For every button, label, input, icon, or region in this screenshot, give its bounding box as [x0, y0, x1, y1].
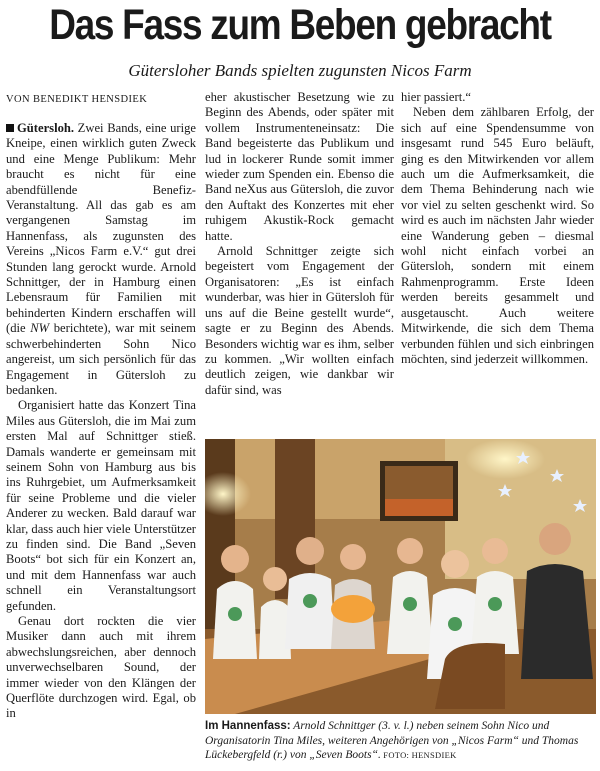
- paragraph: Organisiert hatte das Konzert Tina Miles aus Gütersloh, die im Mai zum ersten Mal auf Schnittger stieß. Damals wanderte er gemeinsam mit seinem Sohn von Hamburg aus bis ins Ruhrgebiet, um Aufmerksamkeit für seine Probleme und die vieler Anderer zu wecken. Bald darauf war klar, dass auch hier viele Unterstützer zu finden sind. Die Band „Seven Boots“ bot sich für ein Konzert an, und mit dem Hannenfass war auch schnell ein Veranstaltungsort gefunden.: [6, 398, 196, 613]
- photo-credit: FOTO: HENSDIEK: [380, 750, 457, 760]
- paragraph: eher akustischer Besetzung wie zu Beginn des Abends, oder später mit vollem Instrumenteneinsatz: Die Band begeisterte das Publikum und lud in lockerer Runde somit immer wieder zum Spenden ein. Ebenso die Band neXus aus Gütersloh, die zuvor den Auftakt des Konzertes mit eher ruhigem Akustik-Rock gemacht hatte.: [205, 90, 394, 243]
- article-column-1: [6, 121, 196, 771]
- newspaper-abbreviation: NW: [30, 321, 50, 336]
- paragraph: Neben dem zählbaren Erfolg, der sich auf eine Spendensumme von insgesamt rund 545 Euro beläuft, ging es den Mitwirkenden vor allem auch um die Aufmerksamkeit, die dem Thema Behinderung nach wie vor viel zu selten geschenkt wird. So wird es auch im nächsten Jahr wieder eine Wanderung geben – diesmal wohl nicht einfach vorbei an Gütersloh, sondern mit einem Rahmenprogramm. Erste Ideen werden bereits gesammelt und ausgetauscht. Auch weitere Mitwirkende, die sich dem Thema verbunden fühlen und sich einbringen möchten, sind jederzeit willkommen.: [401, 105, 594, 366]
- dateline: Gütersloh.: [17, 121, 75, 135]
- group-photo-illustration: [205, 439, 596, 714]
- group-photo: [205, 439, 596, 714]
- square-bullet-icon: [6, 124, 14, 132]
- paragraph: Genau dort rockten die vier Musiker dann auch mit ihrem abwechslungsreichen, aber dennoch unverwechselbaren Sound, der immer wieder von den Klängen der Querflöte durchzogen wird. Egal, ob in: [6, 614, 196, 721]
- paragraph: Arnold Schnittger zeigte sich begeistert vom Engagement der Organisatoren: „Es ist einfach wunderbar, was hier in Gütersloh für uns auf die Beine gestellt wurde“, sagte er zu Beginn des Abends. Besonders wichtig war es ihm, selber zu kommen. „Wir wollten einfach deutlich zeigen, wie dankbar wir dafür sind, was: [205, 244, 394, 397]
- headline: Das Fass zum Beben gebracht: [49, 1, 551, 49]
- subheadline: Gütersloher Bands spielten zugunsten Nicos Farm: [128, 61, 472, 80]
- paragraph: [6, 121, 196, 398]
- paragraph-text: berichtete), war mit seinem schwerbehinderten Sohn Nico angereist, um sich persönlich für das Engagement in Gütersloh zu bedanken.: [6, 321, 196, 397]
- article-column-3: [401, 90, 594, 430]
- paragraph: hier passiert.“: [401, 90, 471, 104]
- photo-caption: [205, 719, 597, 763]
- byline: VON BENEDIKT HENSDIEK: [6, 94, 148, 105]
- paragraph-text: Zwei Bands, eine urige Kneipe, einen wirklich guten Zweck und eine Menge Publikum: Mehr braucht es nicht für eine abendfüllende Benefiz-Veranstaltung. All das gab es am vergangenen Samstag im Hannenfass, als zugunsten des Vereins „Nicos Farm e.V.“ gut drei Stunden lang gerockt wurde. Arnold Schnittger, der in Hamburg einen Lebensraum für Familien mit behinderten Kindern erschaffen will (die: [6, 121, 196, 336]
- article-column-2: [205, 90, 394, 430]
- caption-text: Arnold Schnittger (3. v. l.) neben seinem Sohn Nico und Organisatorin Tina Miles, weiteren Angehörigen von „Nicos Farm“ und Thomas Lückebergfeld (r.) von „Seven Boots“.: [205, 720, 579, 761]
- caption-lead: Im Hannenfass:: [205, 720, 291, 732]
